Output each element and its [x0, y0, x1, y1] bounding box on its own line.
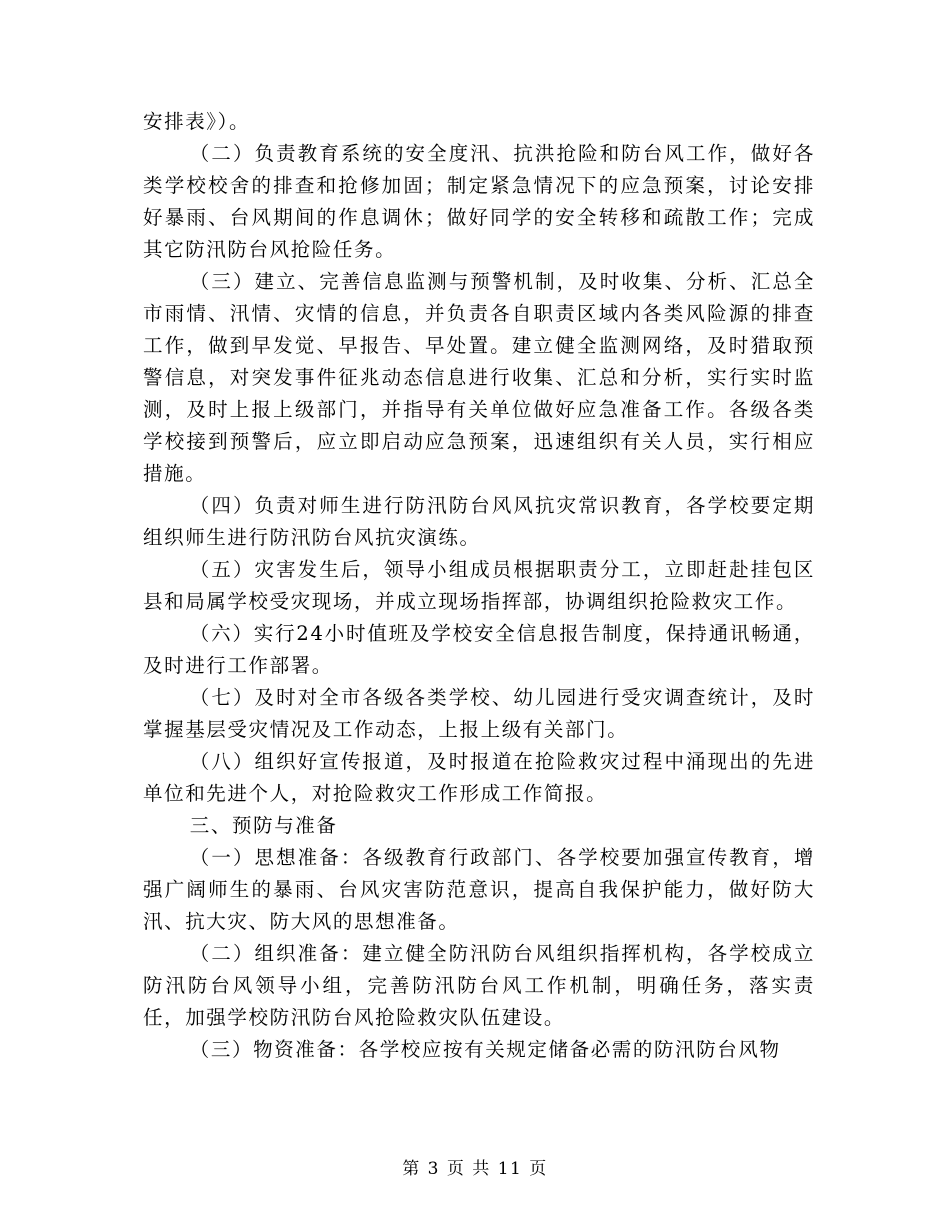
- section-heading: 三、预防与准备: [189, 814, 338, 837]
- paragraph-item-8: （八）组织好宣传报道，及时报道在抢险救灾过程中涌现出的先进单位和先进个人，对抢险救灾工作形成工作简报。: [143, 750, 815, 805]
- paragraph-item-7: （七）及时对全市各级各类学校、幼儿园进行受灾调查统计，及时掌握基层受灾情况及工作动态，上报上级有关部门。: [143, 686, 815, 741]
- paragraph-item-2: （二）负责教育系统的安全度汛、抗洪抢险和防台风工作，做好各类学校校舍的排查和抢修加固；制定紧急情况下的应急预案，讨论安排好暴雨、台风期间的作息调休；做好同学的安全转移和疏散工作；完成其它防汛防台风抢险任务。: [143, 142, 815, 261]
- paragraph-item-3: （三）建立、完善信息监测与预警机制，及时收集、分析、汇总全市雨情、汛情、灾情的信息，并负责各自职责区域内各类风险源的排查工作，做到早发觉、早报告、早处置。建立健全监测网络，及时猎取预警信息，对突发事件征兆动态信息进行收集、汇总和分析，实行实时监测，及时上报上级部门，并指导有关单位做好应急准备工作。各级各类学校接到预警后，应立即启动应急预案，迅速组织有关人员，实行相应措施。: [143, 270, 815, 485]
- paragraph-continuation: 安排表》）。: [143, 110, 251, 133]
- paragraph-item-6: （六）实行24小时值班及学校安全信息报告制度，保持通讯畅通，及时进行工作部署。: [143, 622, 815, 677]
- paragraph-item-5: （五）灾害发生后，领导小组成员根据职责分工，立即赶赴挂包区县和局属学校受灾现场，并成立现场指挥部，协调组织抢险救灾工作。: [143, 558, 815, 613]
- document-body: [143, 106, 815, 1066]
- paragraph-prep-1: （一）思想准备：各级教育行政部门、各学校要加强宣传教育，增强广阔师生的暴雨、台风灾害防范意识，提高自我保护能力，做好防大汛、抗大灾、防大风的思想准备。: [143, 846, 815, 933]
- paragraph-prep-2: （二）组织准备：建立健全防汛防台风组织指挥机构，各学校成立防汛防台风领导小组，完善防汛防台风工作机制，明确任务，落实责任，加强学校防汛防台风抢险救灾队伍建设。: [143, 942, 815, 1029]
- page-number-footer: 第 3 页 共 11 页: [402, 1159, 548, 1179]
- paragraph-item-4: （四）负责对师生进行防汛防台风风抗灾常识教育，各学校要定期组织师生进行防汛防台风抗灾演练。: [143, 494, 815, 549]
- paragraph-prep-3: （三）物资准备：各学校应按有关规定储备必需的防汛防台风物: [189, 1038, 781, 1061]
